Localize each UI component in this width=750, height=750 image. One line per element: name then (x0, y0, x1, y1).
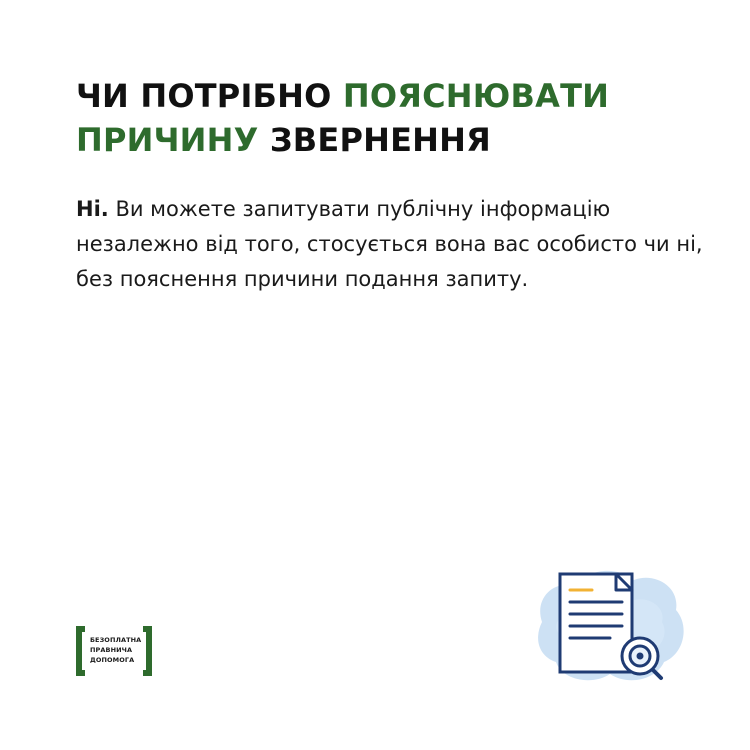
magnifier-center (637, 653, 644, 660)
document-search-icon (530, 560, 690, 690)
logo-left-bracket (76, 626, 85, 676)
logo-line-3: ДОПОМОГА (90, 656, 135, 664)
title-accent-1: ПОЯСНЮВАТИ (342, 77, 610, 115)
logo-right-bracket (143, 626, 152, 676)
magnifier-handle (653, 670, 661, 678)
answer-text: Ви можете запитувати публічну інформацію незалежно від того, стосується вона вас особисто чи ні, без пояснення причини подання запиту. (76, 197, 703, 291)
page-title (76, 74, 696, 162)
title-part-1: ЧИ ПОТРІБНО (76, 77, 343, 115)
title-accent-2: ПРИЧИНУ (76, 121, 259, 159)
logo-line-2: ПРАВНИЧА (90, 646, 133, 654)
answer-paragraph (76, 192, 716, 297)
title-part-2: ЗВЕРНЕННЯ (258, 121, 491, 159)
organization-logo (76, 626, 152, 676)
logo-text (90, 635, 144, 665)
answer-lead: Ні. (76, 197, 109, 221)
logo-line-1: БЕЗОПЛАТНА (90, 636, 142, 644)
